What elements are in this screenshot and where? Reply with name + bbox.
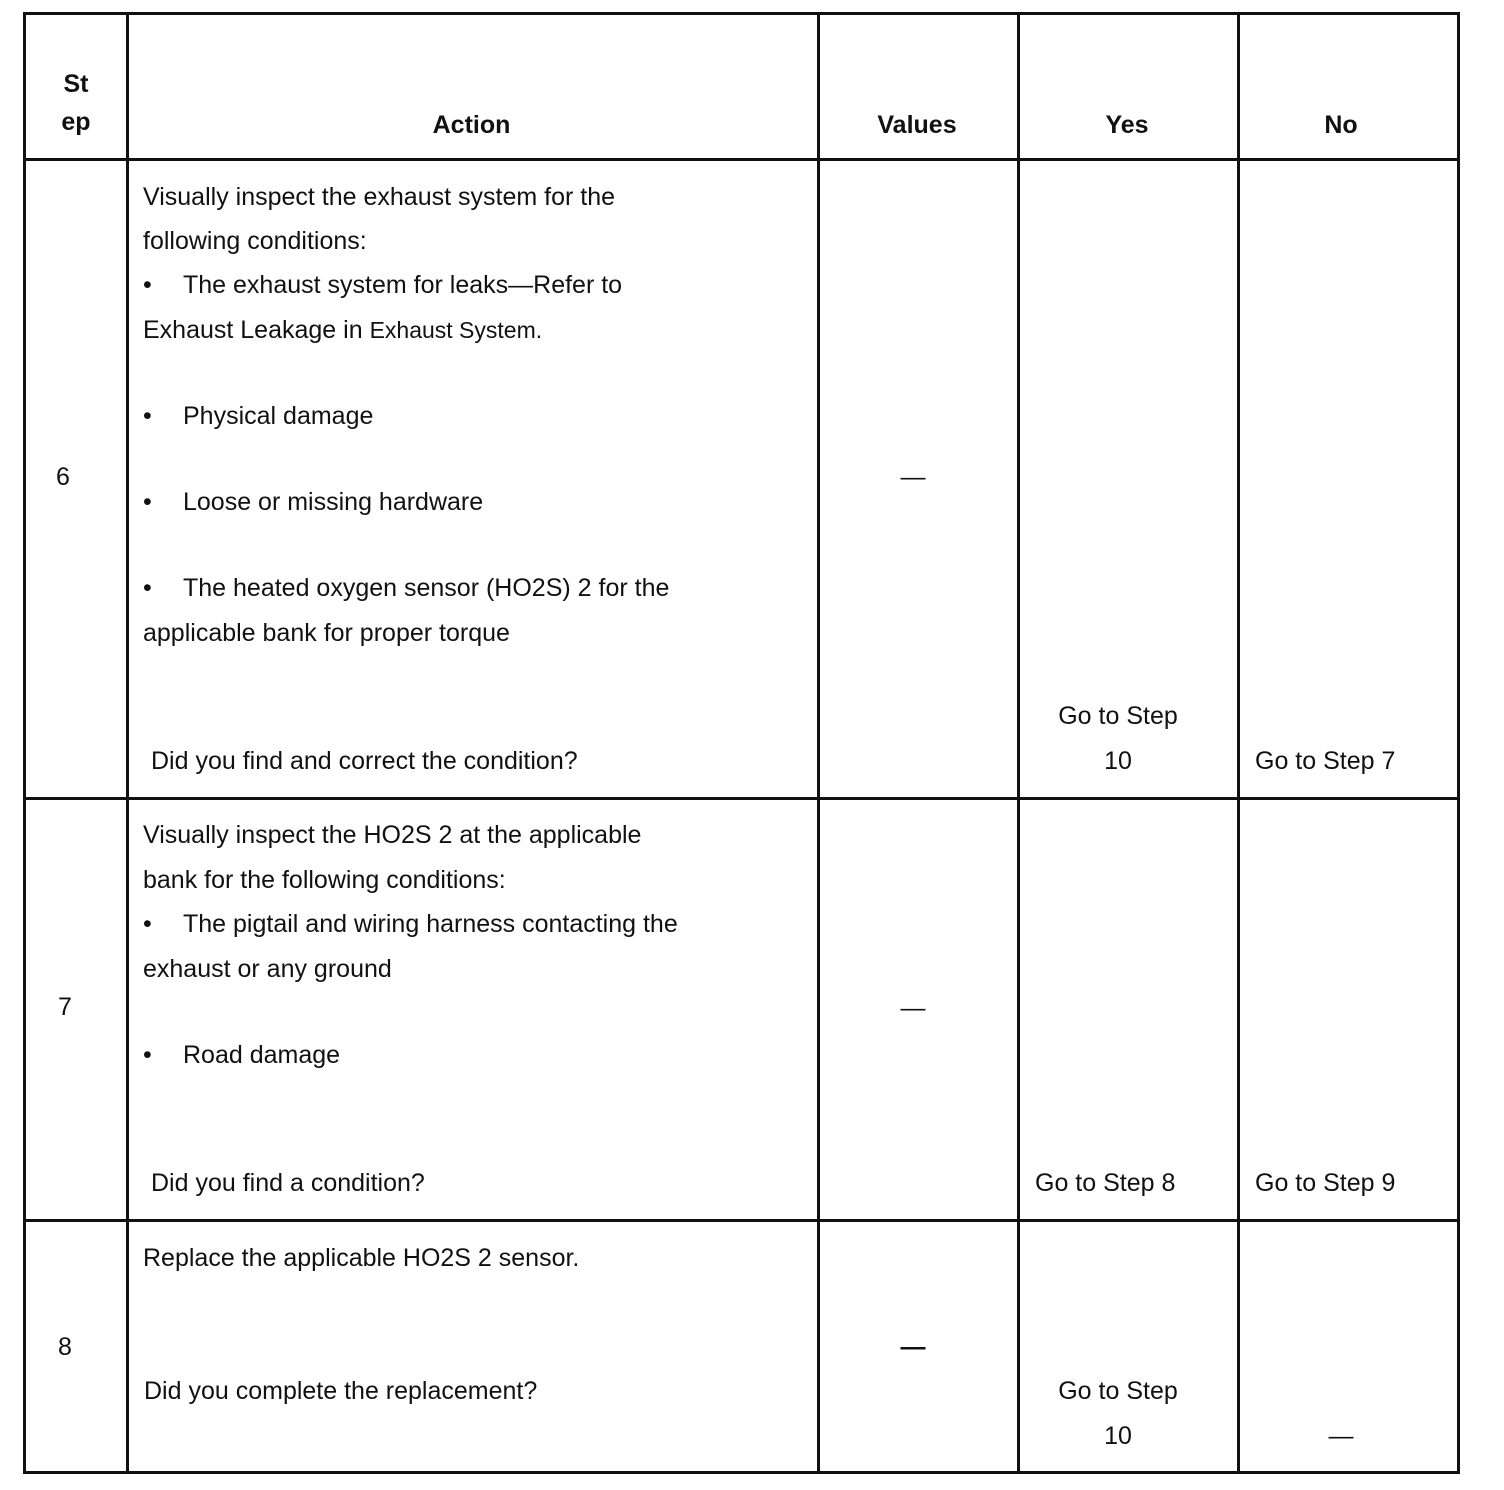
header-step [26, 65, 126, 141]
action-question: Did you find a condition? [151, 1169, 425, 1197]
values-cell: — [900, 994, 926, 1022]
action-line-text: Exhaust Leakage in [143, 316, 363, 344]
action-bullet-item [143, 263, 622, 308]
action-line: Road damage [183, 1041, 341, 1069]
no-cell: Go to Step 9 [1255, 1169, 1396, 1197]
header-step-line1: St [63, 70, 89, 98]
action-line: applicable bank for proper torque [143, 619, 510, 647]
action-line: Loose or missing hardware [183, 488, 484, 516]
action-bullet-item [143, 566, 669, 611]
action-question: Did you find and correct the condition? [151, 747, 578, 775]
bullet-icon: • [143, 1041, 152, 1069]
yes-cell: Go to Step 8 [1035, 1169, 1176, 1197]
bullet-icon: • [143, 574, 152, 602]
action-line: exhaust or any ground [143, 955, 392, 983]
header-yes: Yes [1105, 111, 1149, 139]
bullet-icon: • [143, 271, 152, 299]
bullet-icon: • [143, 402, 152, 430]
yes-cell-line1: Go to Step [1058, 1377, 1178, 1405]
header-step-line2: ep [61, 108, 91, 136]
yes-cell-line2: 10 [1104, 747, 1132, 775]
action-line: The exhaust system for leaks—Refer to [183, 271, 623, 299]
yes-cell-line2: 10 [1104, 1422, 1132, 1450]
values-cell: — [900, 1333, 926, 1361]
action-bullet-item [143, 480, 483, 525]
no-cell: — [1328, 1422, 1354, 1450]
no-cell: Go to Step 7 [1255, 747, 1396, 775]
action-line: The heated oxygen sensor (HO2S) 2 for the [183, 574, 670, 602]
step-number: 8 [58, 1333, 72, 1361]
cross-reference-link: Exhaust System. [369, 317, 543, 343]
column-divider [1237, 15, 1240, 1471]
action-line [143, 308, 542, 353]
action-bullet-item [143, 1033, 340, 1078]
action-line: Replace the applicable HO2S 2 sensor. [143, 1244, 580, 1272]
row-divider [26, 797, 1457, 800]
action-line: Visually inspect the exhaust system for the [143, 183, 615, 211]
yes-cell-line1: Go to Step [1058, 702, 1178, 730]
column-divider [126, 15, 129, 1471]
header-no: No [1324, 111, 1358, 139]
bullet-icon: • [143, 910, 152, 938]
action-line: following conditions: [143, 227, 367, 255]
action-line: The pigtail and wiring harness contacting the [183, 910, 678, 938]
row-divider [26, 1219, 1457, 1222]
header-values: Values [877, 111, 957, 139]
action-question: Did you complete the replacement? [144, 1377, 538, 1405]
column-divider [817, 15, 820, 1471]
bullet-icon: • [143, 488, 152, 516]
values-cell: — [900, 463, 926, 491]
step-number: 6 [56, 463, 70, 491]
action-line: Physical damage [183, 402, 374, 430]
action-bullet-item [143, 902, 678, 947]
action-line: bank for the following conditions: [143, 866, 506, 894]
action-bullet-item [143, 394, 373, 439]
action-line: Visually inspect the HO2S 2 at the applicable [143, 821, 642, 849]
header-action: Action [432, 111, 511, 139]
row-divider [26, 158, 1457, 161]
step-number: 7 [58, 993, 72, 1021]
